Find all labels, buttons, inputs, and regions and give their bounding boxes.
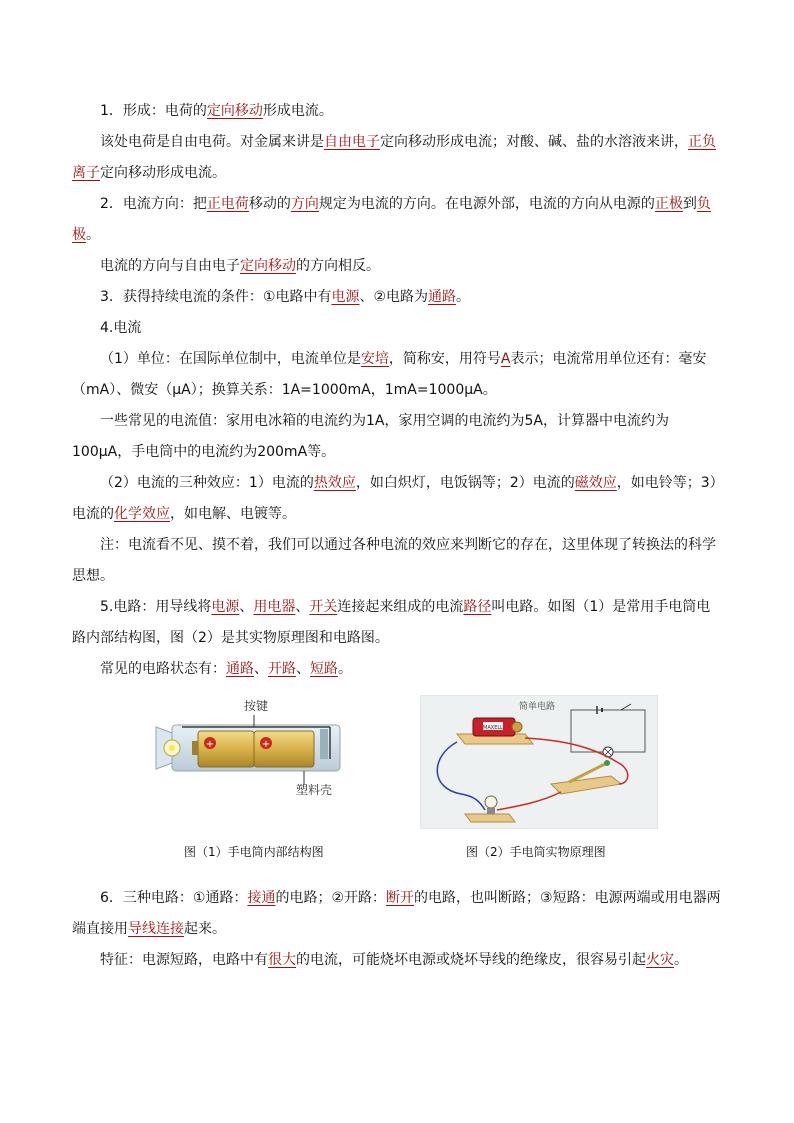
key-term: 电源 <box>331 289 360 305</box>
text: （2）电流的三种效应：1）电流的 <box>100 475 314 491</box>
battery-clip <box>512 722 522 732</box>
text: 、 <box>296 661 310 677</box>
switch-knob <box>604 760 610 766</box>
text: ，如电解、电镀等。 <box>170 506 296 522</box>
svg-text:+: + <box>261 739 271 750</box>
lamp-socket <box>487 808 495 814</box>
text: （1）单位：在国际单位制中，电流单位是 <box>100 351 361 367</box>
lamp-board <box>465 814 515 822</box>
text: 叫电路。如图（1）是常用手电筒电路内部结构图，图（2）是其实物原理图和电路图。 <box>72 599 711 646</box>
para-circuit <box>72 592 722 654</box>
key-term: 很大 <box>268 952 296 968</box>
schematic-switch <box>621 704 631 710</box>
heading-current <box>72 313 722 344</box>
key-term: 方向 <box>290 196 319 212</box>
text: 的方向相反。 <box>296 258 380 274</box>
key-term: 断开 <box>386 890 415 906</box>
key-term: 负极 <box>72 196 711 243</box>
key-term: 电源 <box>211 599 240 615</box>
battery-text: MAXELL <box>483 725 503 731</box>
text: 移动的 <box>248 196 291 212</box>
text: ，如电铃等；3）电流的 <box>72 475 717 522</box>
key-term: 开关 <box>309 599 338 615</box>
key-term: 自由电子 <box>324 134 380 150</box>
key-term: 用电器 <box>253 599 296 615</box>
text: 常见的电路状态有： <box>100 661 226 677</box>
text: 1．形成：电荷的 <box>100 103 207 119</box>
key-term: 正负离子 <box>72 134 716 181</box>
para-common-values <box>72 406 722 468</box>
key-term: 通路 <box>428 289 457 305</box>
text: 4.电流 <box>100 320 142 336</box>
physical-circuit-figure <box>420 695 658 829</box>
text: 。 <box>674 952 688 968</box>
bulb-filament <box>169 745 175 751</box>
text: 到 <box>682 196 697 212</box>
key-term: 路径 <box>463 599 492 615</box>
key-term: 定向移动 <box>206 103 263 119</box>
schematic-outline <box>571 710 645 752</box>
key-term: 导线连接 <box>128 921 184 937</box>
text: ，简称安，用符号 <box>388 351 501 367</box>
key-term: 正极 <box>654 196 683 212</box>
text: 2．电流方向：把 <box>100 196 207 212</box>
text: 的电流，可能烧坏电源或烧坏导线的绝缘皮，很容易引起 <box>296 952 646 968</box>
svg-text:+: + <box>205 739 215 750</box>
red-wire <box>497 792 561 810</box>
text: 特征：电源短路，电路中有 <box>100 952 268 968</box>
text: 、 <box>239 599 254 615</box>
text: 。 <box>338 661 352 677</box>
spring <box>320 729 328 759</box>
text: 。 <box>456 289 471 305</box>
key-term: 磁效应 <box>574 475 617 491</box>
key-term: 热效应 <box>313 475 356 491</box>
text: 注：电流看不见、摸不着，我们可以通过各种电流的效应来判断它的存在，这里体现了转换法的科学思想。 <box>72 537 716 584</box>
para-free-charge <box>72 127 722 189</box>
text: ，如白炽灯，电饭锅等；2）电流的 <box>355 475 575 491</box>
text: 电流的方向与自由电子 <box>100 258 240 274</box>
text: 规定为电流的方向。在电源外部，电流的方向从电源的 <box>318 196 655 212</box>
text: 定向移动形成电流；对酸、碱、盐的水溶液来讲， <box>380 134 688 150</box>
key-term: 正电荷 <box>206 196 249 212</box>
para-conditions <box>72 282 722 313</box>
key-term: 开路 <box>268 661 296 677</box>
text: 表示；电流常用单位还有：毫安（mA）、微安（μA）；换算关系：1A=1000mA，1mA=1000μA。 <box>72 351 707 398</box>
key-term: 短路 <box>310 661 338 677</box>
blue-wire <box>437 742 485 810</box>
figure-2-caption: 图（2）手电筒实物原理图 <box>466 845 606 859</box>
text: 的电路，也叫断路；③短路：电源两端或用电器两端直接用 <box>72 890 721 937</box>
switch-board <box>551 776 621 794</box>
para-effects <box>72 468 722 530</box>
para-short-circuit <box>72 945 722 976</box>
text: 6．三种电路：①通路： <box>100 890 248 906</box>
key-term: 安培 <box>360 351 389 367</box>
text: 连接起来组成的电流 <box>337 599 464 615</box>
text: 起来。 <box>184 921 226 937</box>
para-circuit-states <box>72 654 722 685</box>
text: 定向移动形成电流。 <box>100 165 226 181</box>
para-note <box>72 530 722 592</box>
key-label: 按键 <box>244 699 269 713</box>
para-electron-direction <box>72 251 722 282</box>
text: 3．获得持续电流的条件：①电路中有 <box>100 289 332 305</box>
shell-label: 塑料壳 <box>296 783 333 797</box>
battery-terminal <box>192 741 198 755</box>
text: 形成电流。 <box>262 103 333 119</box>
bulb-icon <box>485 796 497 808</box>
para-three-circuits <box>72 883 722 945</box>
text: 的电路；②开路： <box>275 890 387 906</box>
text: 、 <box>254 661 268 677</box>
figures <box>72 695 722 877</box>
simple-circuit-title: 简单电路 <box>519 702 556 712</box>
key-term: 定向移动 <box>240 258 296 274</box>
text: 、 <box>295 599 310 615</box>
key-term: 接通 <box>247 890 276 906</box>
key-term: A <box>500 351 511 367</box>
text: 。 <box>86 227 100 243</box>
key-term: 化学效应 <box>114 506 170 522</box>
key-term: 火灾 <box>646 952 674 968</box>
document-page <box>72 96 722 976</box>
key-term: 通路 <box>226 661 254 677</box>
para-unit <box>72 344 722 406</box>
para-formation <box>72 96 722 127</box>
circuit-photo <box>421 696 657 828</box>
text: 一些常见的电流值：家用电冰箱的电流约为1A，家用空调的电流约为5A，计算器中电流约为100μA，手电筒中的电流约为200mA等。 <box>72 413 669 460</box>
text: 、②电路为 <box>359 289 429 305</box>
text: 该处电荷是自由电荷。对金属来讲是 <box>100 134 324 150</box>
figure-1-caption: 图（1）手电筒内部结构图 <box>184 845 324 859</box>
para-direction <box>72 189 722 251</box>
text: 5.电路：用导线将 <box>100 599 212 615</box>
flashlight-structure-figure <box>154 699 354 803</box>
